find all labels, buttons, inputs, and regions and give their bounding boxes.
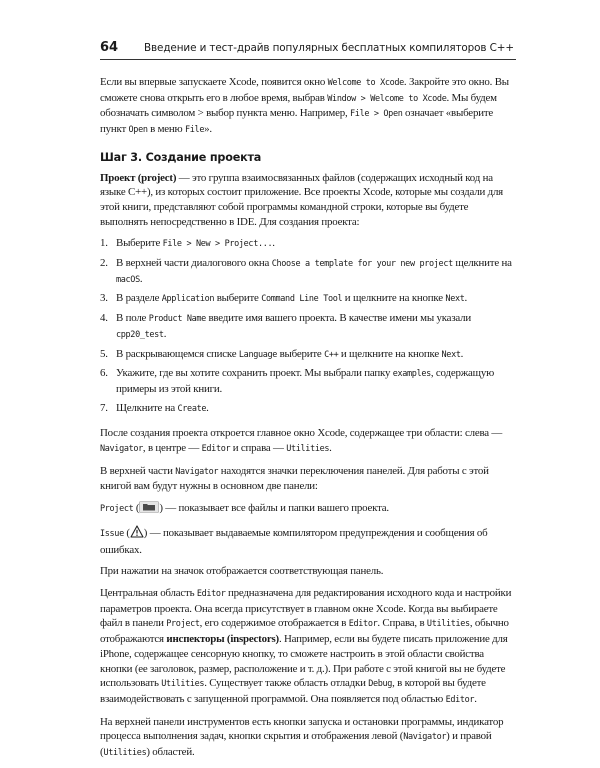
click-icon-paragraph: При нажатии на значок отображается соответствующая панель. (100, 565, 384, 578)
navigator-paragraph: В верхней части Navigator находятся значки переключения панелей. Для работы с этой книгой вам будут нужны в основном две панели: (100, 464, 489, 493)
project-panel-paragraph: Project ( ) — показывает все файлы и папки вашего проекта. (100, 501, 516, 518)
list-item: 2. В верхней части диалогового окна Choose a template for your new project щелкните на macOS. (100, 257, 512, 285)
page-number: 64 (100, 40, 119, 55)
list-item: 7. Щелкните на Create. (100, 401, 209, 414)
project-definition: Проект (project) — это группа взаимосвязанных файлов (содержащих исходный код на языке C++), из которых состоит приложение. Все проекты Xcode, которые мы создали для этой книги, представляют собой программы командной строки, которые вы будете выполнять непосредственно в IDE. Для создания проекта: (100, 171, 503, 228)
list-item: 6. Укажите, где вы хотите сохранить проект. Мы выбрали папку examples, содержащую примеры из этой книги. (100, 367, 495, 395)
header-title: Введение и тест-драйв популярных бесплатных компиляторов C++ (144, 42, 515, 54)
toolbar-paragraph: На верхней панели инструментов есть кнопки запуска и остановки программы, индикатор процесса выполнения задач, кнопки скрытия и отображения левой (Navigator) и правой (Utilities) областей. (100, 715, 504, 759)
after-create-paragraph: После создания проекта откроется главное окно Xcode, содержащее три области: слева — Navigator, в центре — Editor и справа — Utilities. (100, 427, 503, 455)
warning-triangle-icon (130, 525, 144, 543)
running-header (100, 40, 516, 60)
steps-list (100, 236, 516, 416)
issue-panel-paragraph: Issue ( ) — показывает выдаваемые компилятором предупреждения и сообщения об ошибках. (100, 526, 488, 556)
list-item: 5. В раскрывающемся списке Language выберите C++ и щелкните на кнопке Next. (100, 347, 464, 360)
section-heading: Шаг 3. Создание проекта (100, 150, 262, 164)
list-item: 3. В разделе Application выберите Command Line Tool и щелкните на кнопке Next. (100, 292, 468, 305)
editor-paragraph: Центральная область Editor предназначена для редактирования исходного кода и настройки параметров проекта. Она всегда присутствует в главном окне Xcode. Когда вы выбираете файл в панели Project, его содержимое отображается в Editor. Справа, в Utilities, обычно отображаются инспекторы (inspectors). Например, если вы будете писать приложение для iPhone, содержащее сенсорную кнопку, то сможете настроить в этой области свойства кнопки (ее заголовок, размер, расположение и т. д.). При работе с этой книгой вы не будете использовать Utilities. Существует также область отладки Debug, в которой вы будете взаимодействовать с запущенной программой. Она появляется под областью Editor. (100, 586, 512, 705)
folder-icon (139, 501, 159, 518)
list-item: 4. В поле Product Name введите имя вашего проекта. В качестве имени мы указали cpp20_test. (100, 312, 472, 340)
intro-paragraph: Если вы впервые запускаете Xcode, появится окно Welcome to Xcode. Закройте это окно. Вы сможете снова открыть его в любое время, выбрав Window > Welcome to Xcode. Мы будем обозначать символом > выбор пункта меню. Например, File > Open означает «выберите пункт Open в меню File». (100, 76, 509, 136)
list-item: 1. Выберите File > New > Project.... (100, 237, 275, 250)
page-content (100, 75, 516, 768)
